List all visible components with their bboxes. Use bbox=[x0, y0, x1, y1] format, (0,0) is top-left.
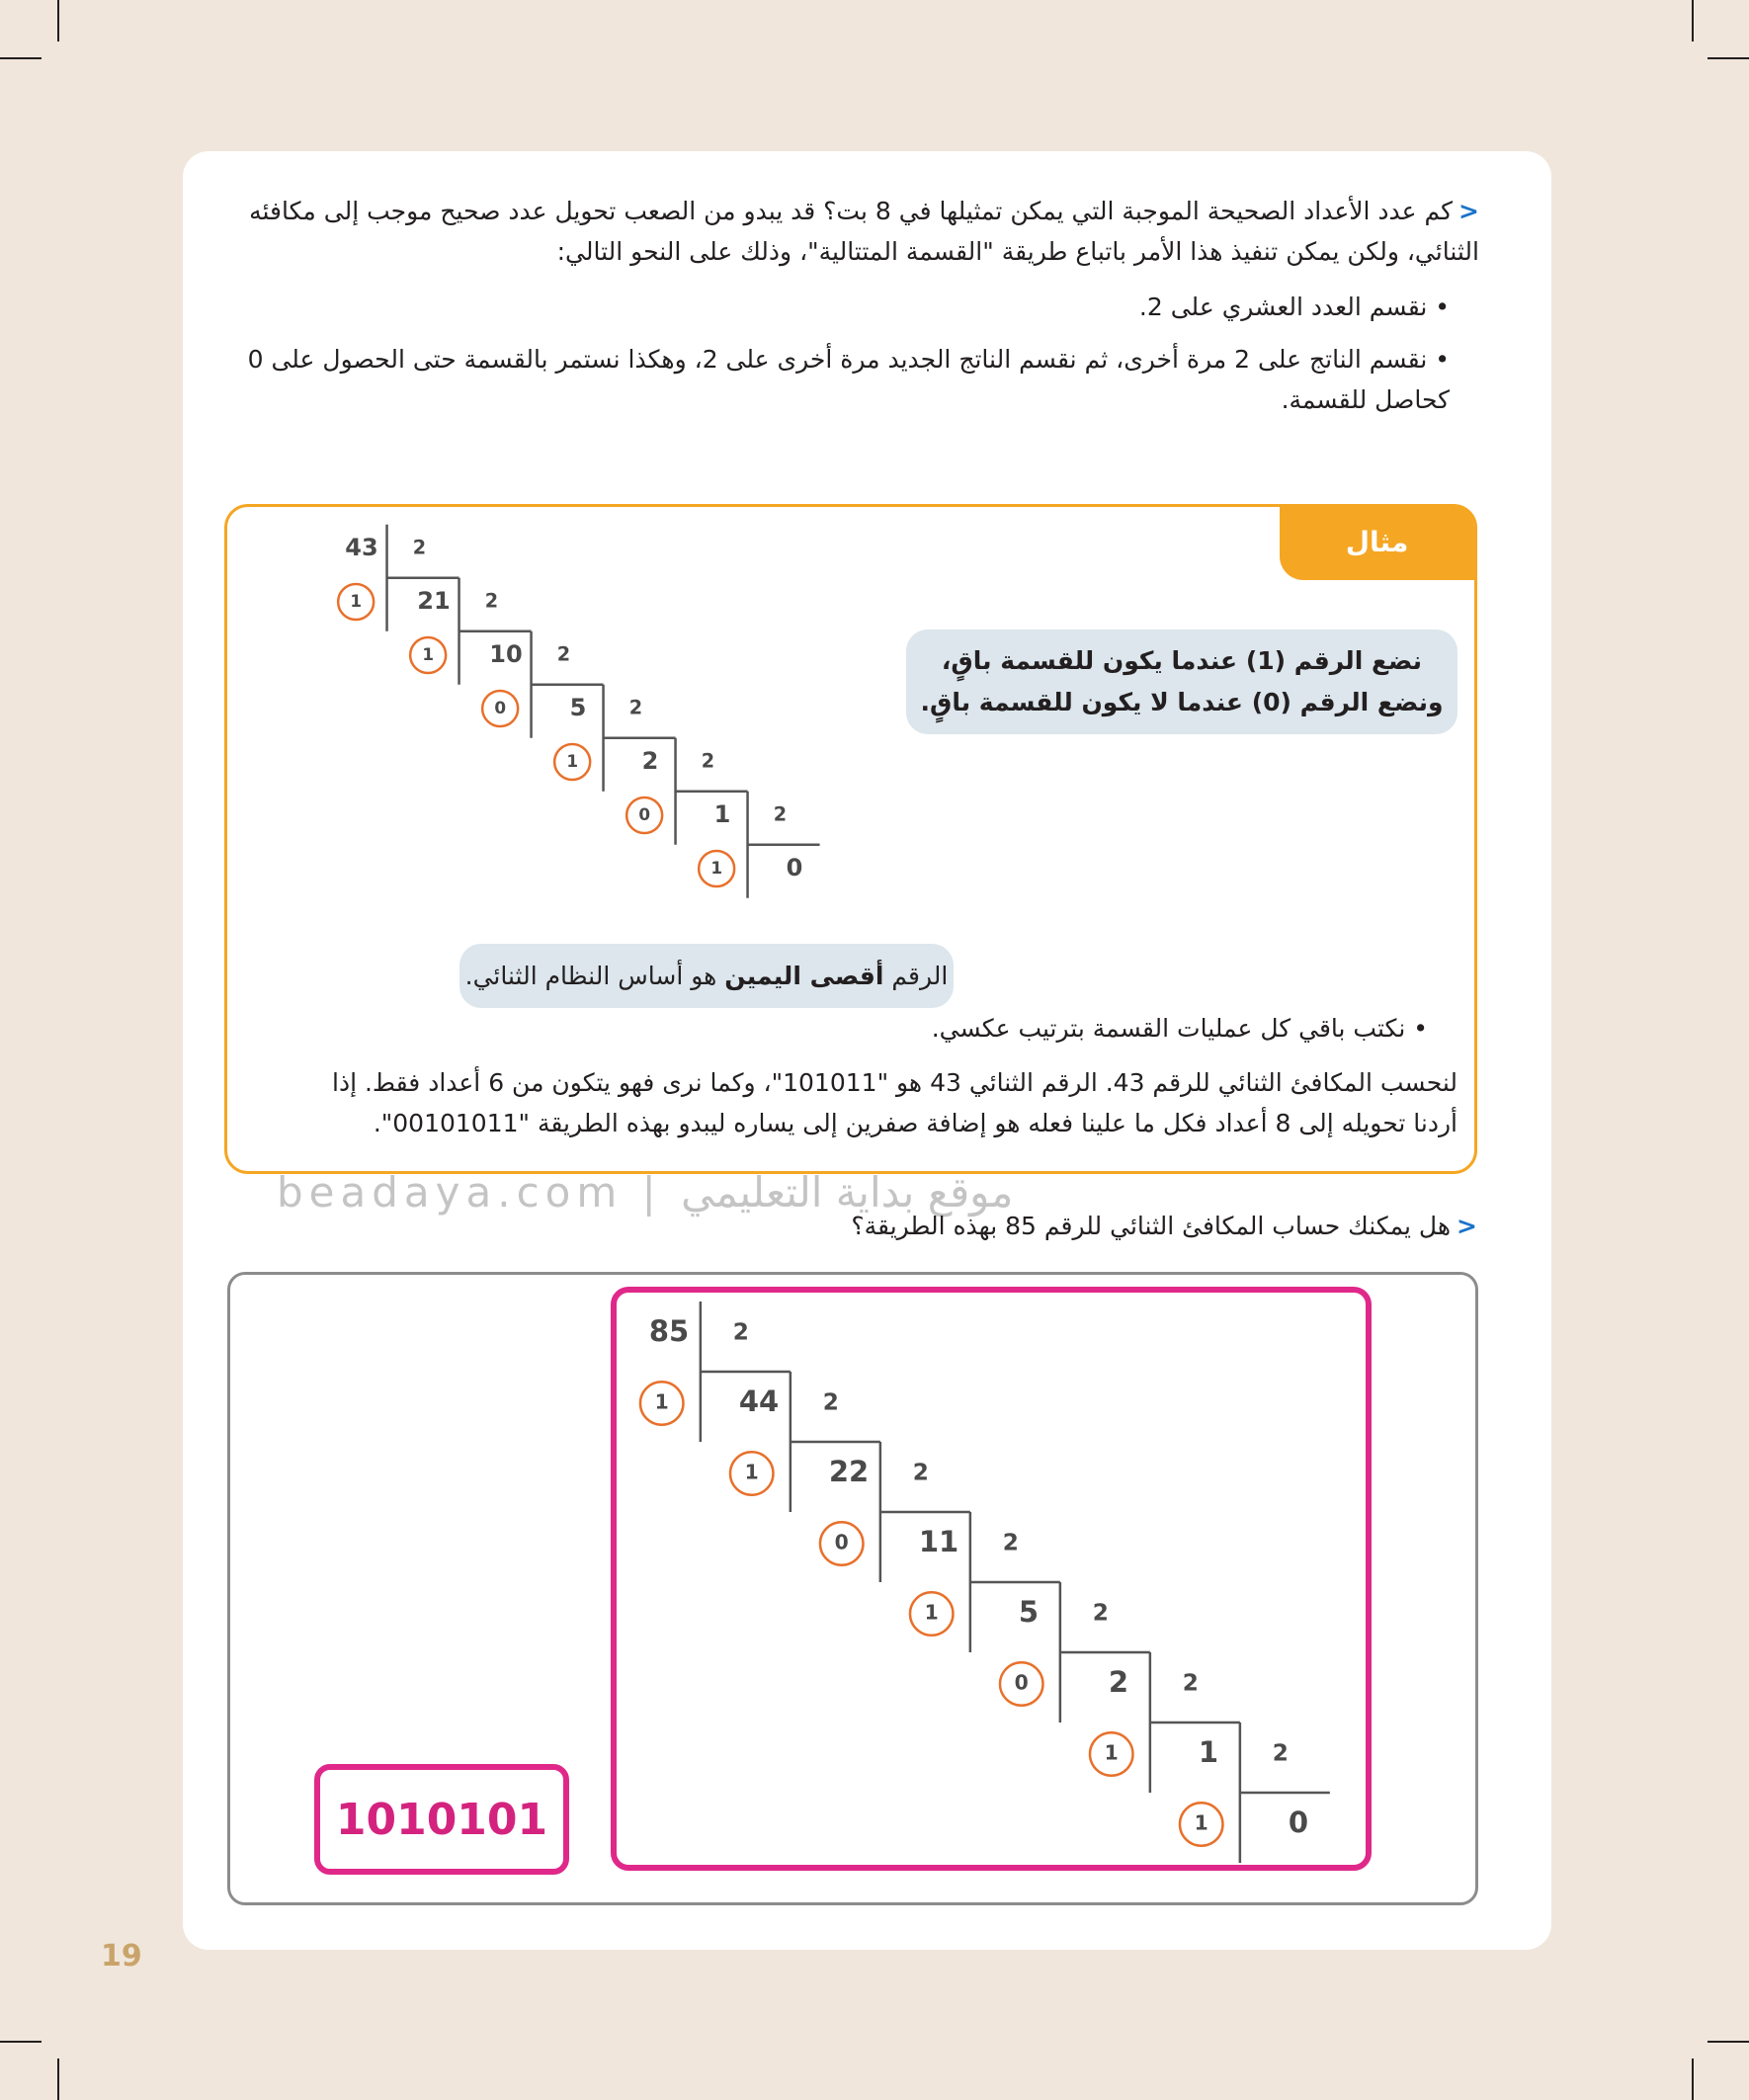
dividend: 11 bbox=[918, 1525, 959, 1558]
remainder: 1 bbox=[1194, 1810, 1208, 1835]
divisor: 2 bbox=[1092, 1599, 1109, 1627]
divisor: 2 bbox=[1272, 1739, 1289, 1767]
divisor: 2 bbox=[412, 536, 427, 559]
bullet-2: • نقسم الناتج على 2 مرة أخرى، ثم نقسم الناتج الجديد مرة أخرى على 2، وهكذا نستمر بالقسمة حتى الحصول على 0 كحاصل للقسمة. bbox=[247, 345, 1450, 414]
dividend: 5 bbox=[1018, 1595, 1040, 1629]
answer-box: 1010101 bbox=[314, 1764, 569, 1875]
remainder: 0 bbox=[1014, 1670, 1029, 1695]
divisor: 2 bbox=[628, 696, 643, 719]
dividend: 85 bbox=[648, 1314, 690, 1348]
dividend: 1 bbox=[713, 800, 731, 828]
remainder: 1 bbox=[566, 751, 579, 771]
watermark: beadaya.com | موقع بداية التعليمي bbox=[277, 1168, 1014, 1217]
dividend: 44 bbox=[738, 1385, 780, 1418]
divisor: 2 bbox=[912, 1459, 929, 1486]
dividend: 22 bbox=[828, 1455, 870, 1488]
page-number: 19 bbox=[101, 1939, 142, 1974]
divisor: 2 bbox=[1002, 1529, 1019, 1556]
remainder: 1 bbox=[744, 1460, 759, 1484]
dividend: 0 bbox=[786, 854, 803, 882]
dividend: 1 bbox=[1198, 1735, 1219, 1769]
divisor: 2 bbox=[773, 802, 788, 826]
dividend: 2 bbox=[641, 747, 659, 775]
chevron-right-icon: < bbox=[1457, 1212, 1477, 1240]
chevron-right-icon: < bbox=[1458, 197, 1479, 225]
note-line: نضع الرقم (1) عندما يكون للقسمة باقٍ، bbox=[941, 646, 1423, 675]
divisor: 2 bbox=[1182, 1669, 1199, 1697]
hint-prefix: الرقم bbox=[883, 961, 949, 990]
bullet-text: نكتب باقي كل عمليات القسمة بترتيب عكسي. bbox=[931, 1014, 1406, 1043]
intro-text: كم عدد الأعداد الصحيحة الموجبة التي يمكن تمثيلها في 8 بت؟ قد يبدو من الصعب تحويل عدد صحيح موجب إلى مكافئه الثنائي، ولكن يمكن تنفيذ هذا الأمر باتباع طريقة "القسمة المتتالية"، وذلك على النحو التالي: bbox=[249, 197, 1479, 266]
dividend: 43 bbox=[345, 534, 378, 561]
remainder: 1 bbox=[924, 1600, 939, 1625]
remainder: 0 bbox=[494, 698, 507, 717]
example-bullet: • نكتب باقي كل عمليات القسمة بترتيب عكسي. bbox=[931, 1014, 1428, 1043]
remainder: 0 bbox=[638, 804, 651, 824]
dividend: 21 bbox=[417, 587, 451, 615]
dividend: 2 bbox=[1108, 1665, 1129, 1699]
divisor: 2 bbox=[732, 1318, 749, 1346]
bullet-text: نقسم العدد العشري على 2. bbox=[1138, 293, 1428, 321]
dividend: 5 bbox=[569, 694, 587, 721]
question-text: هل يمكنك حساب المكافئ الثنائي للرقم 85 بهذه الطريقة؟ bbox=[851, 1212, 1452, 1240]
hint-suffix: هو أساس النظام الثنائي. bbox=[464, 961, 725, 990]
remainder: 1 bbox=[1104, 1740, 1119, 1765]
divisor: 2 bbox=[822, 1388, 839, 1416]
divisor: 2 bbox=[484, 589, 499, 613]
dividend: 10 bbox=[489, 640, 523, 668]
remainder: 1 bbox=[710, 858, 723, 878]
divisor: 2 bbox=[701, 749, 715, 773]
divisor: 2 bbox=[556, 642, 571, 666]
remainder: 0 bbox=[834, 1530, 849, 1554]
example-tab: مثال bbox=[1280, 504, 1474, 580]
remainder: 1 bbox=[654, 1389, 669, 1414]
bullet-1: • نقسم العدد العشري على 2. bbox=[1138, 293, 1450, 321]
bullet-text: نقسم الناتج على 2 مرة أخرى، ثم نقسم الناتج الجديد مرة أخرى على 2، وهكذا نستمر بالقسمة حتى الحصول على 0 كحاصل للقسمة. bbox=[247, 345, 1450, 414]
dividend: 0 bbox=[1288, 1806, 1309, 1839]
example-paragraph: لنحسب المكافئ الثنائي للرقم 43. الرقم الثنائي 43 هو "101011"، وكما نرى فهو يتكون من 6 أعداد فقط. إذا أردنا تحويله إلى 8 أعداد فكل ما علينا فعله هو إضافة صفرين إلى يساره ليبدو بهذه الطريقة "00101011". bbox=[332, 1068, 1458, 1137]
remainder: 1 bbox=[422, 644, 435, 664]
note-line: ونضع الرقم (0) عندما لا يكون للقسمة باقٍ. bbox=[920, 688, 1444, 716]
remainder: 1 bbox=[350, 591, 363, 611]
hint-bold: أقصى اليمين bbox=[724, 961, 884, 990]
